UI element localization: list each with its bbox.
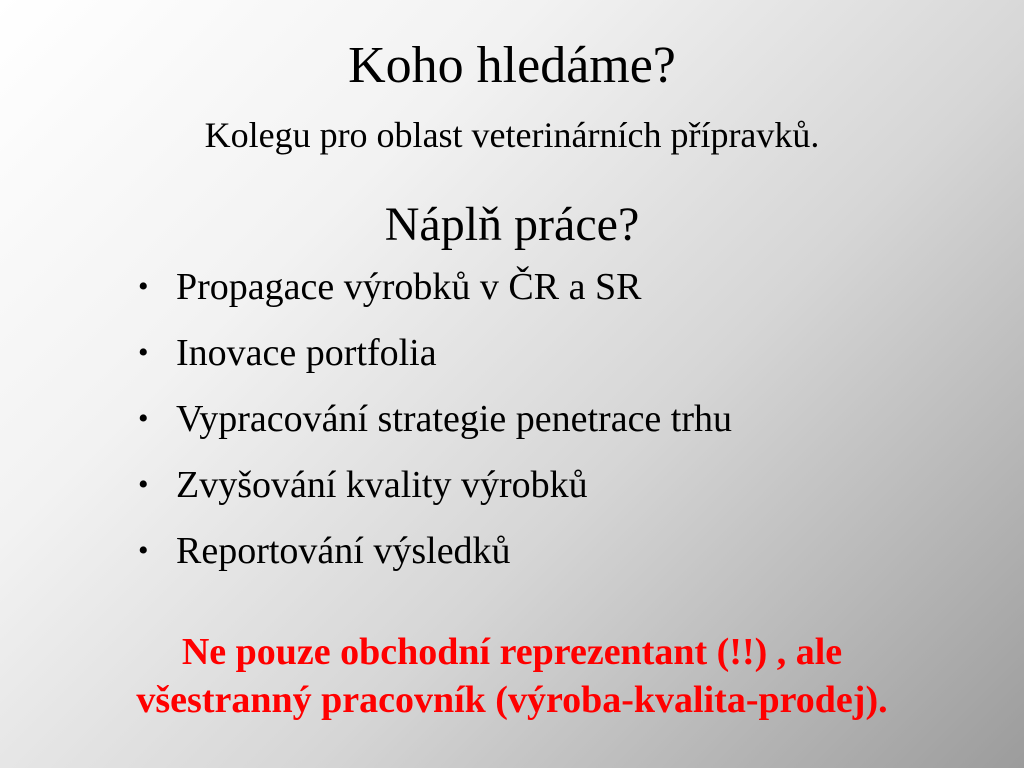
bullet-item (138, 331, 732, 375)
bullet-text: Vypracování strategie penetrace trhu (176, 398, 733, 440)
slide-title: Koho hledáme? (348, 37, 676, 94)
bullet-icon: • (138, 402, 149, 435)
bullet-list (138, 265, 732, 595)
bullet-icon: • (138, 336, 149, 369)
callout-line-1: Ne pouze obchodní reprezentant (!!) , ale (181, 631, 843, 673)
bullet-icon: • (138, 534, 149, 567)
bullet-text: Propagace výrobků v ČR a SR (176, 266, 642, 308)
bullet-item (138, 265, 732, 309)
slide-subtitle: Kolegu pro oblast veterinárních přípravků. (204, 115, 820, 155)
bullet-item (138, 397, 732, 441)
callout-line-2: všestranný pracovník (výroba-kvalita-prodej). (136, 679, 888, 721)
bullet-text: Inovace portfolia (176, 332, 437, 374)
bullet-icon: • (138, 270, 149, 303)
section-title: Náplň práce? (384, 198, 640, 251)
bullet-icon: • (138, 468, 149, 501)
bullet-text: Reportování výsledků (176, 530, 511, 572)
bullet-item (138, 529, 732, 573)
bullet-item (138, 463, 732, 507)
callout-text (0, 628, 1024, 724)
bullet-text: Zvyšování kvality výrobků (176, 464, 588, 506)
